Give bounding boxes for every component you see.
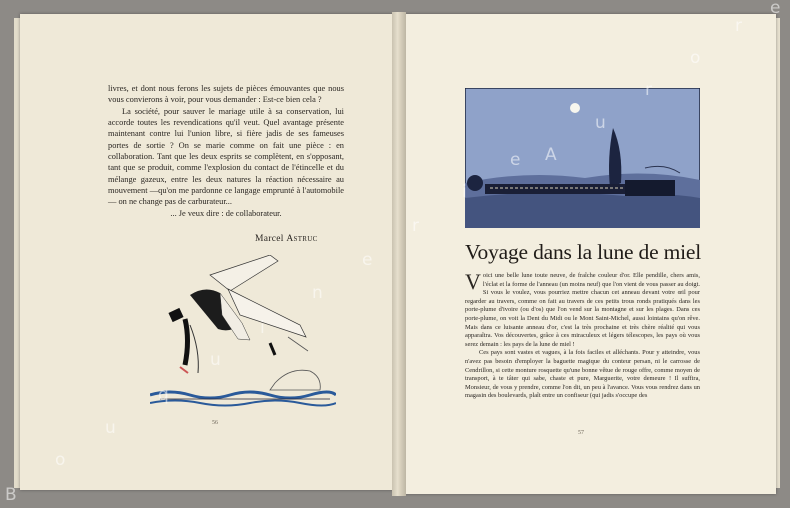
watermark-letter: i [260,318,265,338]
watermark-letter: r [735,16,742,36]
watermark-letter: A [545,145,557,165]
signature-last-name: Astruc [286,234,318,244]
watermark-letter: B [5,485,17,505]
watermark-letter: e [510,150,521,170]
watermark-letter: q [158,385,169,405]
paragraph: oici une belle lune toute neuve, de fraîche couleur d'or. Elle pendille, chers amis, l'éclat et la forme de l'anneau (un moins neuf) que l'on vient de vous passer au doigt. Si vous le voulez, vous pourriez mettre chacun cet anneau devant votre œil pour regarder au travers, comme on fait au travers de ces petits trous ronds pratiqués dans les porte-plume d'ivoire (ou d'os) que l'on vend sur la montagne et sur les plages. Dans ces porte-plume, on voit la Dent du Midi ou le Mont Saint-Michel, aussi lointains qu'on rêve. Mais dans ce luisante anneau d'or, c'est la très prochaine et très chère réalité qui vous apparaîtra. Vos découvertes, grâce à ces miraculeux et légers télescopes, les pays où vous serez demain : les pays de la lune de miel ! [465,272,700,348]
right-page-text [465,269,700,401]
paragraph: Ces pays sont vastes et vagues, à la fois faciles et alléchants. Pour y atteindre, vous n'avez pas besoin d'employer la baguette magique du conteur persan, ni le carrosse de Cendrillon, si cette monture rosquette qu'une bonne vêtue de rouge offre, comme moyen de transport, à te tâter qui sabe, chaste et pure, Marguerite, votre demeure ! Il suffira, Monsieur, de vous y prendre, comme l'on dit, un peu à l'avance. Vous vous rendrez dans un magasin des boulevards, plaît entre un confiseur (qui jadis s'occupe des [465,349,700,400]
left-page-text [108,83,344,219]
watermark-letter: n [312,283,323,303]
watermark-letter: o [55,450,66,470]
book-gutter [392,12,406,496]
watermark-letter: i [462,182,467,202]
watermark-letter: r [412,216,419,236]
watermark-letter: u [210,350,221,370]
watermark-letter: r [645,80,652,100]
paragraph: La société, pour sauver le mariage utile à sa conservation, lui accorde toutes les revendications qu'il veut. Quel avantage présente maintenant contre lui l'union libre, si fière jadis de ses fameuses portes de sortie ? On se marie comme on fait une pièce : en collaboration. Tant que les deux esprits se complètent, en s'opposant, tant que se produit, comme l'explosion du contact de l'étincelle et du mélange gazeux, entre les deux natures la réaction nécessaire au mouvement —qu'on me pardonne ce langage emprunté à l'automobile — on ne change pas de carburateur... [108,106,344,207]
diving-couple-illustration [150,255,336,415]
night-train-illustration [465,88,700,228]
paragraph: ... Je veux dire : de collaborateur. [170,208,282,218]
watermark-letter: e [770,0,781,18]
page-number: 57 [578,430,584,436]
article-title: Voyage dans la lune de miel [465,240,702,264]
signature-first-name: Marcel [255,234,287,244]
author-signature [255,234,318,244]
watermark-letter: u [595,113,606,133]
page-number: 56 [212,420,218,426]
watermark-letter: u [105,418,116,438]
watermark-letter: e [362,250,373,270]
paragraph: livres, et dont nous ferons les sujets de pièces émouvantes que nous vous convierons à voir, pour vous demander : Est-ce bien cela ? [108,84,344,105]
watermark-letter: o [690,48,701,68]
drop-cap: V [465,269,481,294]
